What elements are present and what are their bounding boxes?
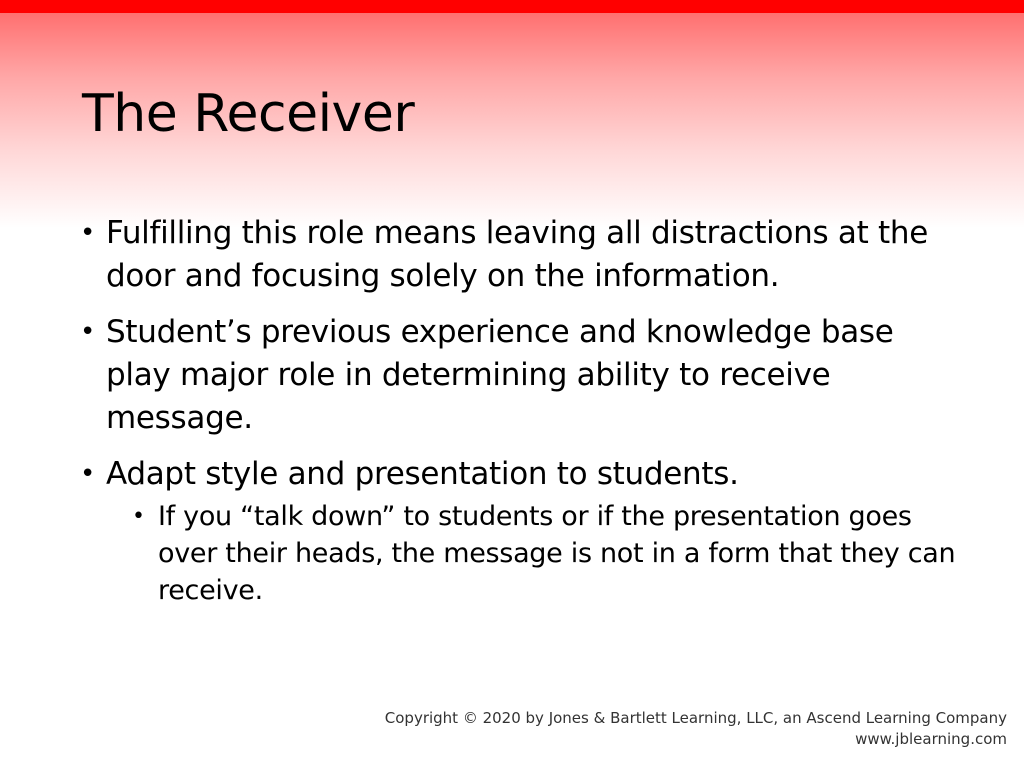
sub-bullet-item (106, 498, 960, 609)
bullet-text: Student’s previous experience and knowledge base play major role in determining ability to receive message. (106, 314, 894, 436)
slide-title: The Receiver (82, 84, 415, 144)
bullet-text: Fulfilling this role means leaving all distractions at the door and focusing solely on the information. (106, 215, 928, 294)
bullet-dot-icon: • (80, 459, 96, 489)
top-accent-bar (0, 0, 1024, 13)
bullet-list (80, 212, 960, 622)
sub-bullet-list (106, 498, 960, 609)
bullet-text: Adapt style and presentation to students. (106, 456, 739, 492)
website-text: www.jblearning.com (855, 730, 1007, 748)
bullet-dot-icon: • (80, 218, 96, 248)
bullet-item (80, 311, 960, 440)
bullet-dot-icon: • (80, 317, 96, 347)
bullet-item (80, 453, 960, 609)
sub-bullet-dot-icon: • (132, 504, 145, 529)
copyright-text: Copyright © 2020 by Jones & Bartlett Learning, LLC, an Ascend Learning Company (384, 709, 1007, 727)
sub-bullet-text: If you “talk down” to students or if the presentation goes over their heads, the message is not in a form that they can receive. (158, 501, 956, 606)
bullet-item (80, 212, 960, 298)
footer-copyright-block (385, 708, 1007, 750)
